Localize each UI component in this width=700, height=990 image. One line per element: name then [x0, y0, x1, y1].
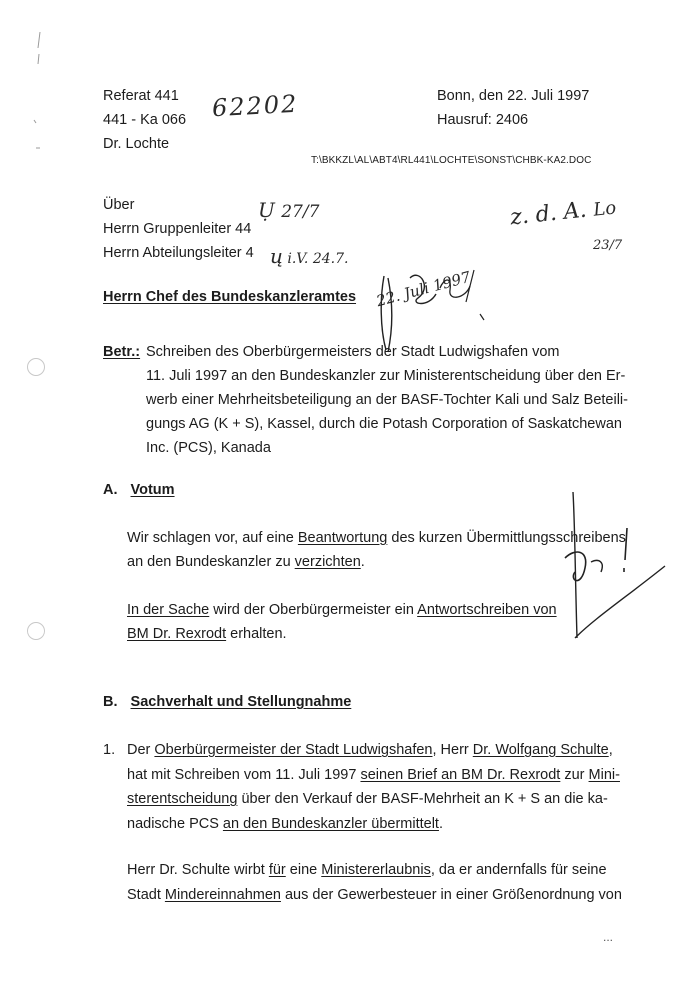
- ueber: Über: [103, 197, 135, 213]
- votum-text: .: [360, 554, 365, 570]
- header-right: [437, 84, 589, 132]
- uebermittelt: an den Bundeskanzler übermittelt: [222, 815, 439, 832]
- al-note: i.V. 24.7.: [287, 251, 349, 267]
- votum-verzichten: verzichten: [294, 554, 361, 570]
- section-a-title: Votum: [130, 482, 175, 498]
- section-b-paragraph-1: [127, 738, 620, 836]
- section-b-heading: [103, 690, 351, 714]
- gl-date: 27/7: [281, 202, 320, 222]
- signature-votum: [555, 488, 685, 648]
- note-initials: Lo: [592, 197, 618, 221]
- section-a-letter: A.: [103, 482, 118, 498]
- b-text: , da er andernfalls für seine: [430, 862, 607, 878]
- antwortschreiben: Antwortschreiben von: [417, 602, 557, 618]
- gl-initials: Ụ: [258, 198, 275, 222]
- al-paraph: ų i.V. 24.7.: [270, 244, 349, 268]
- aktenzeichen: 441 - Ka 066: [103, 112, 187, 128]
- b-text: aus der Gewerbesteuer in einer Größenordnung von: [280, 887, 622, 903]
- b-text: zur: [560, 766, 589, 783]
- hausruf: Hausruf: 2406: [437, 112, 529, 128]
- votum-text: des kurzen Übermittlungsschreibens: [387, 530, 626, 546]
- mindereinnahmen: Mindereinnahmen: [164, 887, 281, 903]
- betreff-line-1: Schreiben des Oberbürgermeisters der Stadt Ludwigshafen vom: [146, 344, 560, 360]
- betreff-line-4: gungs AG (K + S), Kassel, durch die Potash Corporation of Saskatchewan: [146, 416, 622, 432]
- section-b-title: Sachverhalt und Stellungnahme: [130, 694, 352, 710]
- b-text: Stadt: [127, 887, 165, 903]
- ob-ludwigshafen: Oberbürgermeister der Stadt Ludwigshafen: [154, 742, 433, 758]
- recipient: Herrn Chef des Bundeskanzleramtes: [103, 289, 357, 305]
- votum-text: erhalten.: [226, 626, 287, 642]
- votum-text: wird der Oberbürgermeister ein: [209, 602, 418, 618]
- note-date: 23/7: [593, 238, 623, 253]
- stamp-text: 22. Juli 1997: [374, 267, 473, 311]
- betreff-continued: [146, 364, 646, 460]
- betreff-line-2: 11. Juli 1997 an den Bundeskanzler zur Ministerentscheidung über den Er-: [146, 368, 626, 384]
- ministerentscheidung-1: Mini-: [588, 766, 620, 783]
- ministerentscheidung-2: sterentscheidung: [127, 791, 238, 807]
- abteilungsleiter: Herrn Abteilungsleiter 4: [103, 245, 254, 261]
- betreff-text: [146, 340, 559, 364]
- ort-datum: Bonn, den 22. Juli 1997: [437, 88, 590, 104]
- votum-text: an den Bundeskanzler zu: [127, 554, 295, 570]
- dr-schulte: Dr. Wolfgang Schulte: [472, 742, 609, 758]
- punch-hole-top: [27, 358, 45, 376]
- b-text: ,: [608, 742, 613, 758]
- verfasser: Dr. Lochte: [103, 136, 170, 152]
- b-text: eine: [285, 862, 322, 878]
- continuation-mark: ...: [603, 930, 614, 944]
- gl-paraph: [258, 198, 319, 222]
- b-text: .: [438, 815, 443, 832]
- header-left: [103, 84, 186, 156]
- votum-paragraph-1: [127, 526, 626, 574]
- section-b-paragraph-2: [127, 858, 622, 908]
- fuer: für: [268, 862, 286, 878]
- note-zda: z. d. A.: [508, 197, 588, 231]
- handwritten-note-right: [509, 195, 617, 231]
- referat: Referat 441: [103, 88, 179, 104]
- votum-paragraph-2: [127, 598, 557, 646]
- b-text: Herr Dr. Schulte wirbt: [127, 862, 269, 878]
- routing-block: [103, 193, 254, 265]
- brief-rexrodt: seinen Brief an BM Dr. Rexrodt: [360, 766, 561, 783]
- item-number: 1.: [103, 742, 116, 758]
- punch-hole-bottom: [27, 622, 45, 640]
- votum-text: Wir schlagen vor, auf eine: [127, 530, 298, 546]
- section-a-heading: [103, 478, 175, 502]
- b-text: hat mit Schreiben vom 11. Juli 1997: [127, 766, 361, 783]
- b-text: , Herr: [432, 742, 473, 758]
- b-text: Der: [127, 742, 155, 758]
- betreff-label: Betr.:: [103, 344, 141, 360]
- bm-rexrodt: BM Dr. Rexrodt: [127, 626, 227, 642]
- margin-marks: [30, 30, 50, 160]
- handwritten-number: 62202: [211, 89, 300, 123]
- in-der-sache: In der Sache: [127, 602, 210, 618]
- betreff-line-3: werb einer Mehrheitsbeteiligung an der BASF-Tochter Kali und Salz Beteili-: [146, 392, 628, 408]
- b-text: über den Verkauf der BASF-Mehrheit an K + S an die ka-: [237, 791, 608, 807]
- ministererlaubnis: Ministererlaubnis: [321, 862, 431, 878]
- b-text: nadische PCS: [127, 815, 223, 832]
- votum-beantwortung: Beantwortung: [297, 530, 388, 546]
- betreff-line-5: Inc. (PCS), Kanada: [146, 440, 271, 456]
- gruppenleiter: Herrn Gruppenleiter 44: [103, 221, 252, 237]
- section-b-letter: B.: [103, 694, 118, 710]
- file-path: T:\BKKZL\AL\ABT4\RL441\LOCHTE\SONST\CHBK-KA2.DOC: [311, 155, 592, 166]
